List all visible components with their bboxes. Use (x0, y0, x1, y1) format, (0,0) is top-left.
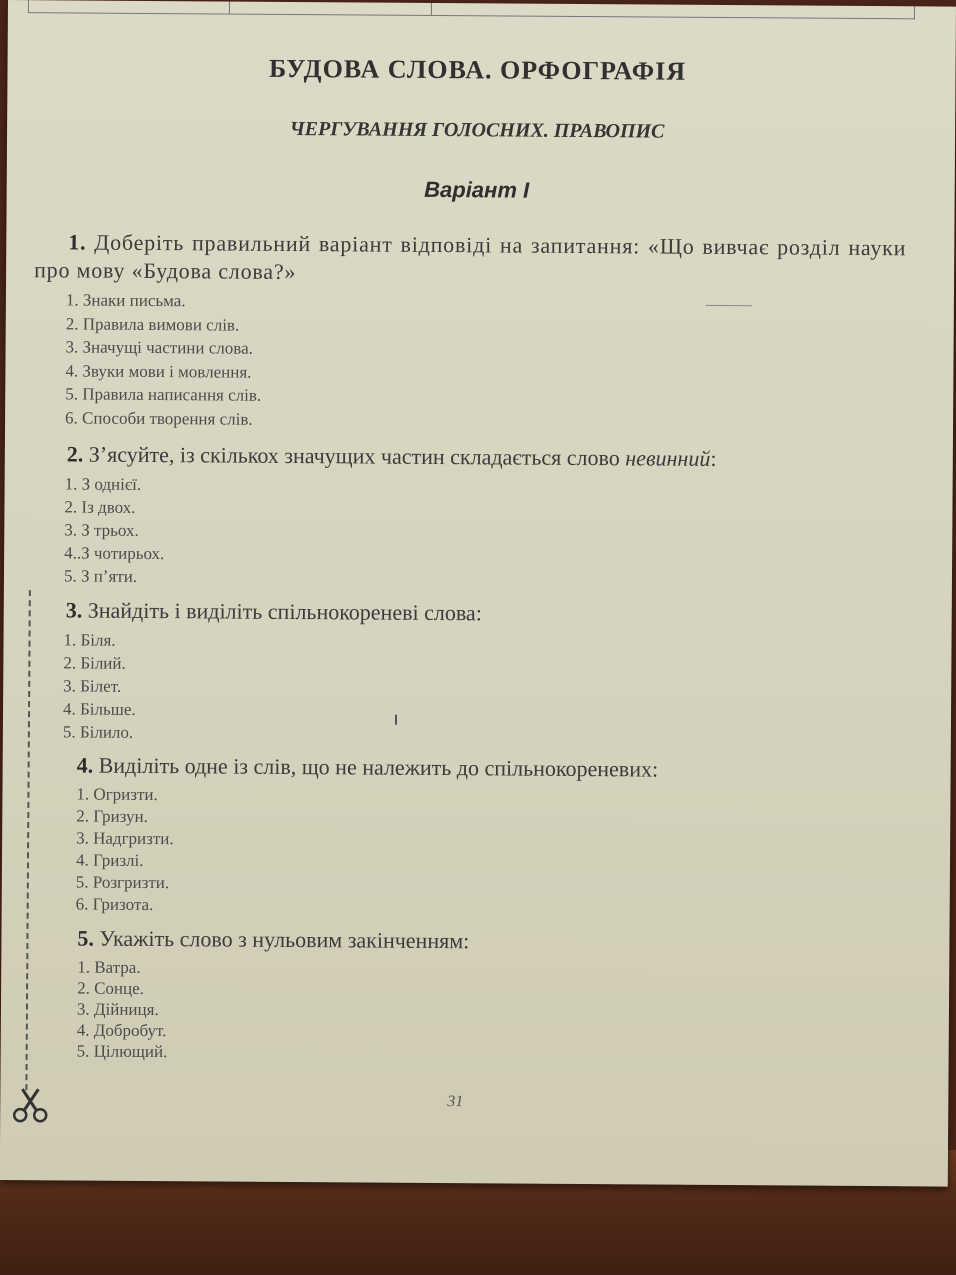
question-2 (67, 440, 907, 474)
question-number: 5. (77, 925, 95, 951)
question-text: Доберіть правильний варіант відповіді на запитання: «Що вивчає розділ науки про мову «Будова слова?» (34, 229, 907, 285)
question-text: Знайдіть і виділіть спільнокореневі слова: (87, 597, 482, 626)
question-text: Укажіть слово з нульовим закінченням: (99, 925, 470, 954)
pencil-tick (395, 715, 397, 725)
question-5 (77, 925, 917, 959)
question-3 (66, 596, 906, 630)
question-text: З’ясуйте, із скількох значущих частин складається слово (88, 441, 620, 471)
option-item[interactable]: 1. Біля. (63, 630, 116, 650)
option-item[interactable]: 6. Способи творення слів. (65, 407, 253, 429)
header-table-remnant (28, 0, 915, 19)
option-item[interactable]: 5. Розгризти. (75, 872, 170, 893)
option-item[interactable]: 5. Правила написання слів. (65, 384, 262, 405)
option-item[interactable]: 2. Правила вимови слів. (65, 313, 240, 335)
option-item[interactable]: 4. Добробут. (76, 1020, 167, 1041)
question-number: 4. (76, 752, 94, 778)
option-item[interactable]: 5. З п’яти. (63, 566, 138, 586)
page-title: БУДОВА СЛОВА. ОРФОГРАФІЯ (268, 53, 687, 86)
option-item[interactable]: 4..З чотирьох. (64, 543, 165, 564)
question-4 (77, 751, 917, 785)
option-item[interactable]: 2. Сонце. (77, 978, 145, 998)
option-item[interactable]: 4. Гризлі. (75, 850, 144, 870)
option-item[interactable]: 2. Білий. (63, 653, 126, 673)
option-item[interactable]: 5. Цілющий. (76, 1041, 168, 1062)
question-number: 3. (65, 597, 83, 623)
option-item[interactable]: 4. Звуки мови і мовлення. (65, 360, 252, 382)
question-1-options (65, 288, 262, 430)
option-item[interactable]: 2. Із двох. (64, 497, 136, 517)
question-number: 1. (68, 229, 87, 255)
question-emphasis-word: невинний (625, 445, 711, 471)
question-4-options (76, 783, 174, 916)
option-item[interactable]: 1. З однієї. (64, 474, 142, 494)
option-item[interactable]: 2. Гризун. (76, 806, 148, 826)
option-item[interactable]: 1. Ватра. (77, 957, 141, 977)
option-item[interactable]: 3. Дійниця. (76, 999, 159, 1020)
option-item[interactable]: 6. Гризота. (75, 894, 154, 915)
pencil-stroke (706, 305, 752, 306)
cut-line (25, 590, 30, 1090)
section-subtitle: ЧЕРГУВАННЯ ГОЛОСНИХ. ПРАВОПИС (289, 117, 665, 143)
option-item[interactable]: 3. Надгризти. (76, 828, 174, 849)
option-item[interactable]: 3. Значущі частини слова. (65, 337, 253, 358)
question-text: Виділіть одне із слів, що не належить до спільнокореневих: (98, 752, 659, 782)
question-2-options (64, 472, 165, 588)
question-suffix: : (710, 445, 717, 471)
question-5-options (77, 957, 168, 1063)
question-1 (34, 228, 906, 290)
option-item[interactable]: 5. Білило. (62, 722, 134, 742)
variant-heading: Варіант І (424, 176, 530, 203)
page-number: 31 (447, 1093, 464, 1111)
option-item[interactable]: 3. Білет. (63, 676, 122, 696)
question-number: 2. (66, 441, 84, 467)
option-item[interactable]: 3. З трьох. (64, 520, 139, 540)
option-item[interactable]: 4. Більше. (62, 699, 136, 719)
option-item[interactable]: 1. Огризти. (76, 784, 158, 805)
question-3-options (63, 628, 136, 744)
option-item[interactable]: 1. Знаки письма. (65, 290, 186, 311)
